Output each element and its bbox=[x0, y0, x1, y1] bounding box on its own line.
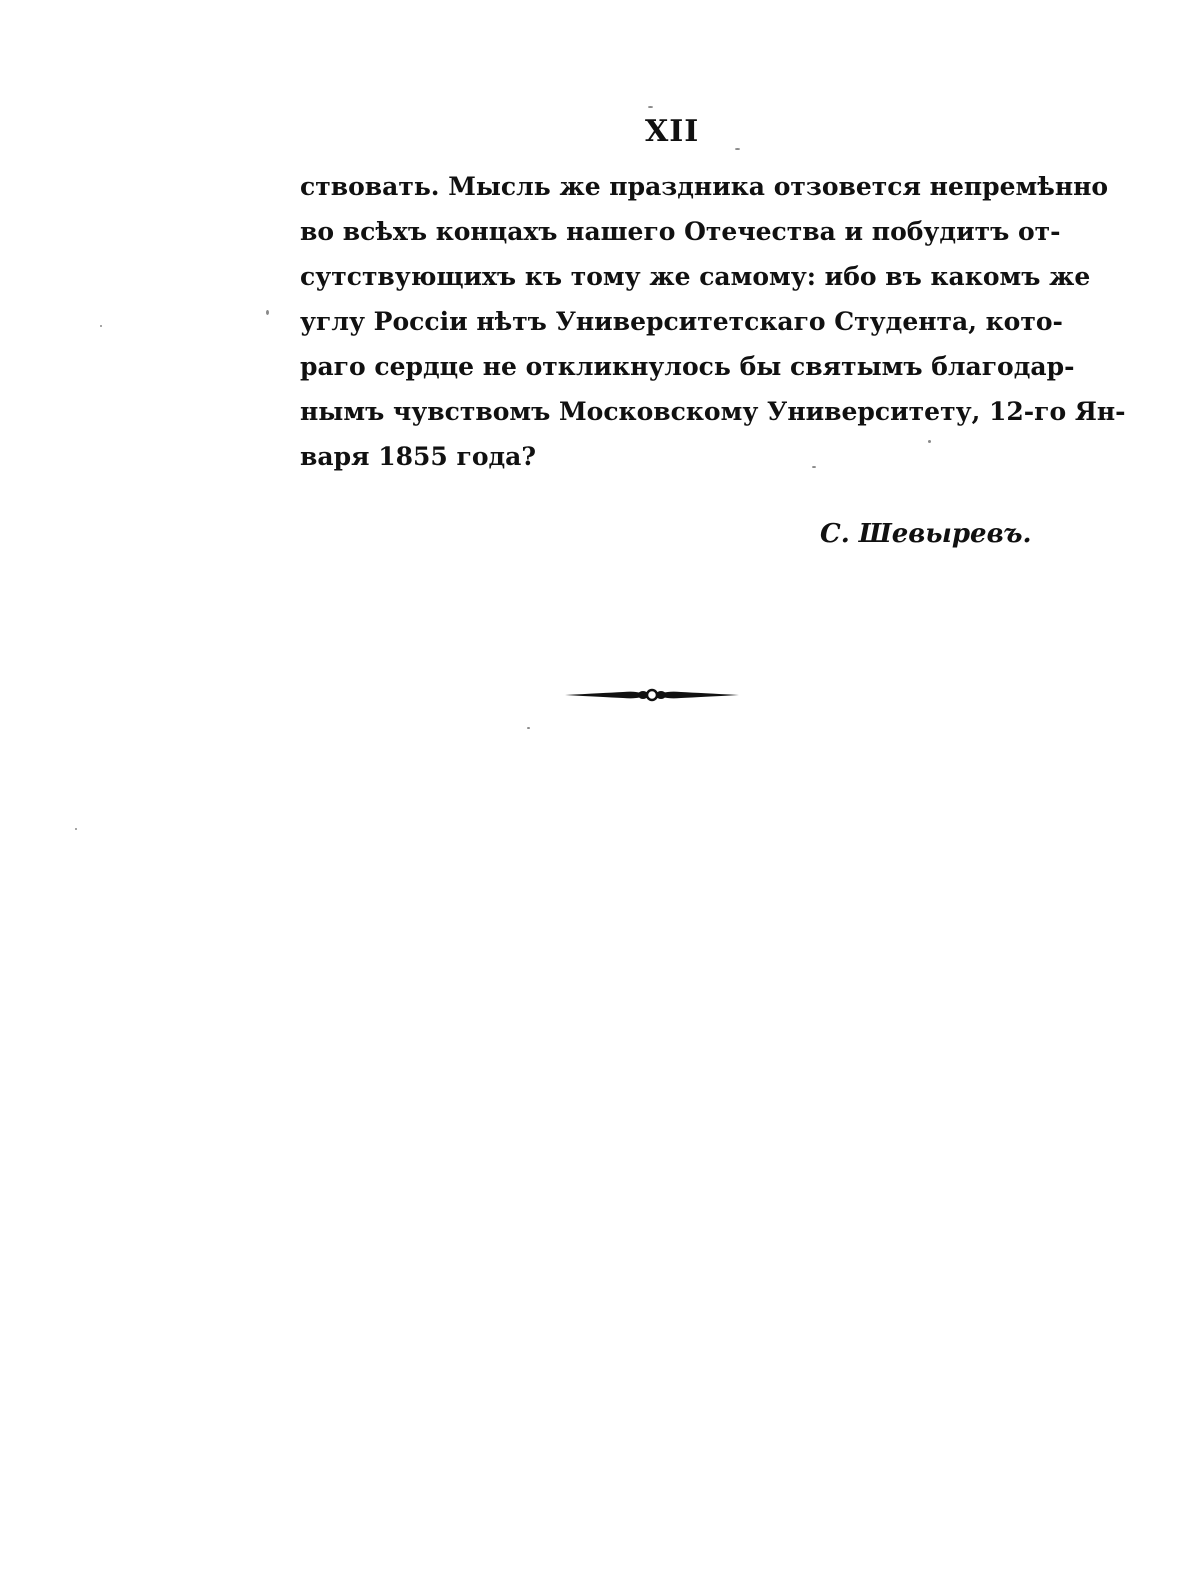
text-line: сутствующихъ къ тому же самому: ибо въ какомъ же bbox=[300, 262, 1091, 291]
scan-speck bbox=[75, 828, 77, 830]
page-number: XII bbox=[645, 114, 700, 149]
text-line: ствовать. Мысль же праздника отзовется непремѣнно bbox=[300, 172, 1109, 201]
text-line: раго сердце не откликнулось бы святымъ благодар- bbox=[300, 352, 1075, 381]
author-signature: С. Шевыревъ. bbox=[820, 519, 1032, 549]
scan-speck bbox=[928, 440, 931, 443]
scan-speck bbox=[266, 310, 269, 315]
scan-speck bbox=[100, 325, 102, 327]
body-paragraph bbox=[300, 164, 1126, 479]
scan-speck bbox=[735, 148, 740, 150]
text-line: варя 1855 года? bbox=[300, 442, 537, 471]
scan-speck bbox=[648, 106, 653, 108]
ornament-divider-icon bbox=[563, 683, 741, 707]
scan-speck bbox=[812, 466, 816, 468]
text-line: во всѣхъ концахъ нашего Отечества и побудитъ от- bbox=[300, 217, 1061, 246]
text-line: углу Россіи нѣтъ Университетскаго Студента, кото- bbox=[300, 307, 1063, 336]
text-line: нымъ чувствомъ Московскому Университету, 12-го Ян- bbox=[300, 397, 1126, 426]
scan-speck bbox=[527, 727, 530, 729]
